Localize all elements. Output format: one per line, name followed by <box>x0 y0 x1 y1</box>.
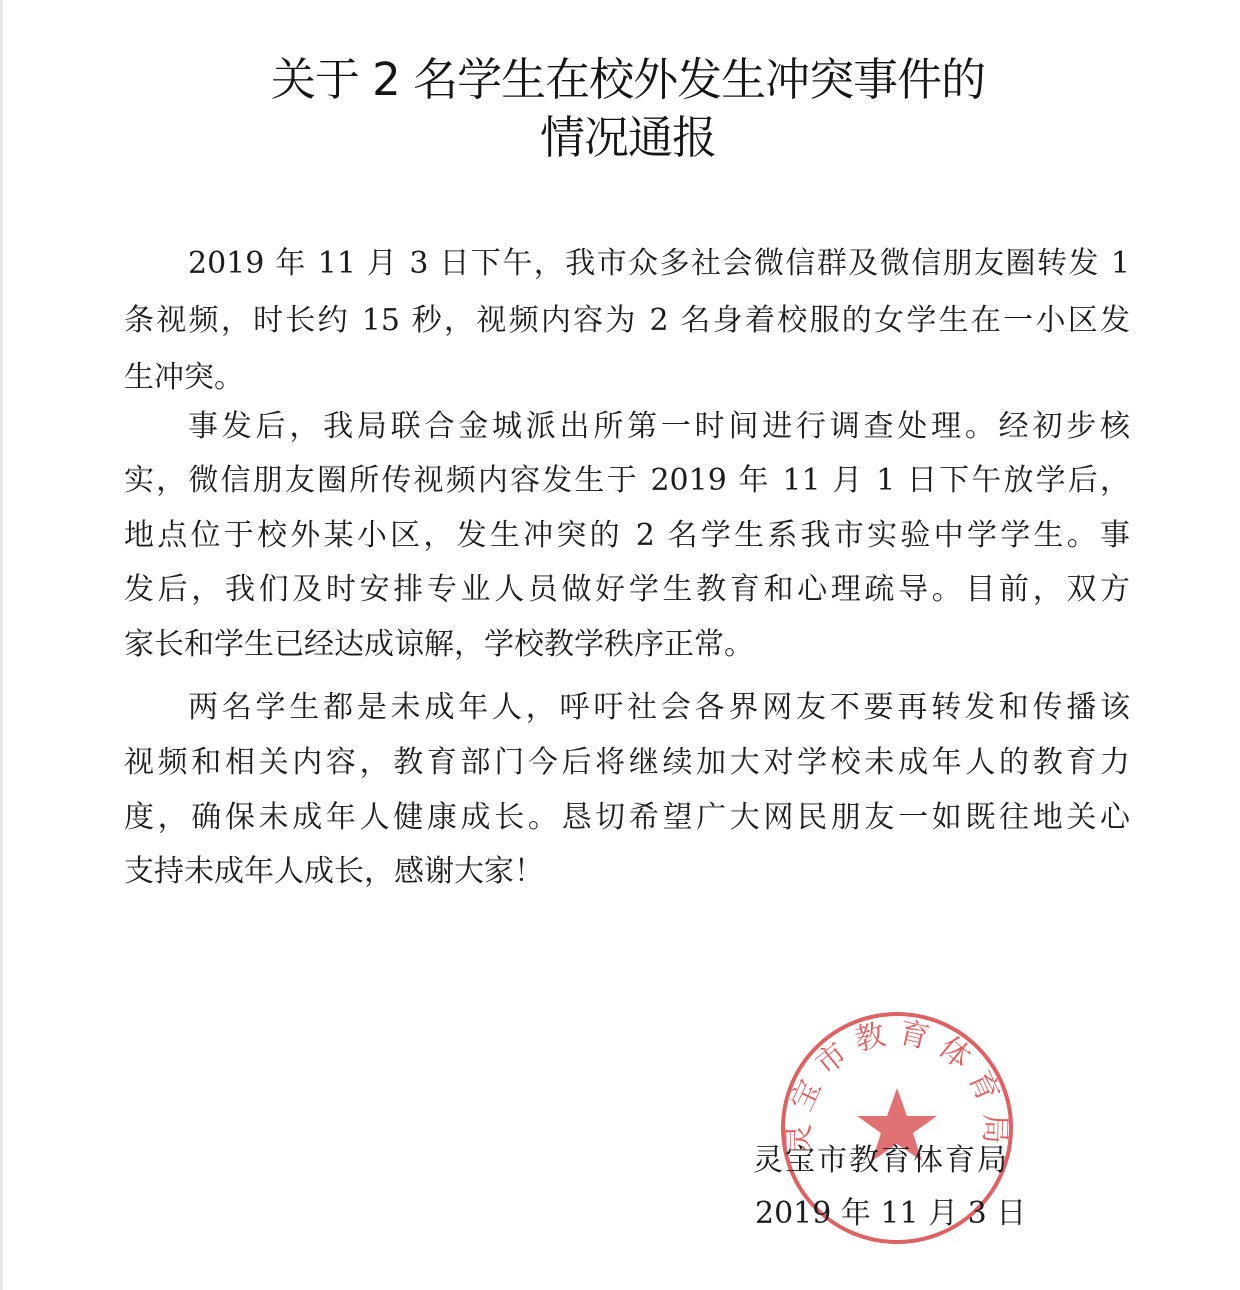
document-title-line-1: 关于 2 名学生在校外发生冲突事件的 <box>270 53 986 106</box>
paragraph-line: 2019 年 11 月 3 日下午，我市众多社会微信群及微信朋友圈转发 1 <box>188 246 1130 281</box>
paragraph-line: 实，微信朋友圈所传视频内容发生于 2019 年 11 月 1 日下午放学后， <box>124 463 1130 498</box>
signature-organization: 灵宝市教育体育局 <box>753 1143 1009 1178</box>
paragraph-line: 视频和相关内容，教育部门今后将继续加大对学校未成年人的教育力 <box>124 745 1130 780</box>
paragraph-line: 地点位于校外某小区，发生冲突的 2 名学生系我市实验中学学生。事 <box>124 518 1130 553</box>
paragraph-line: 家长和学生已经达成谅解，学校教学秩序正常。 <box>124 627 754 662</box>
paragraph-line: 支持未成年人成长，感谢大家！ <box>124 854 544 889</box>
paragraph-line: 发后，我们及时安排专业人员做好学生教育和心理疏导。目前，双方 <box>124 572 1130 607</box>
seal-text: 灵宝市教育体育局 <box>781 1015 1013 1155</box>
paragraph-line: 条视频，时长约 15 秒，视频内容为 2 名身着校服的女学生在一小区发 <box>124 303 1130 338</box>
paragraph-line: 两名学生都是未成年人，呼吁社会各界网友不要再转发和传播该 <box>188 690 1130 725</box>
paragraph-line: 事发后，我局联合金城派出所第一时间进行调查处理。经初步核 <box>188 409 1130 444</box>
paragraph-line: 度，确保未成年人健康成长。恳切希望广大网民朋友一如既往地关心 <box>124 800 1130 835</box>
paragraph-line: 生冲突。 <box>124 360 244 395</box>
signature-date: 2019 年 11 月 3 日 <box>755 1196 1027 1231</box>
scan-edge <box>0 0 3 1290</box>
document-title-line-2: 情况通报 <box>539 111 716 164</box>
